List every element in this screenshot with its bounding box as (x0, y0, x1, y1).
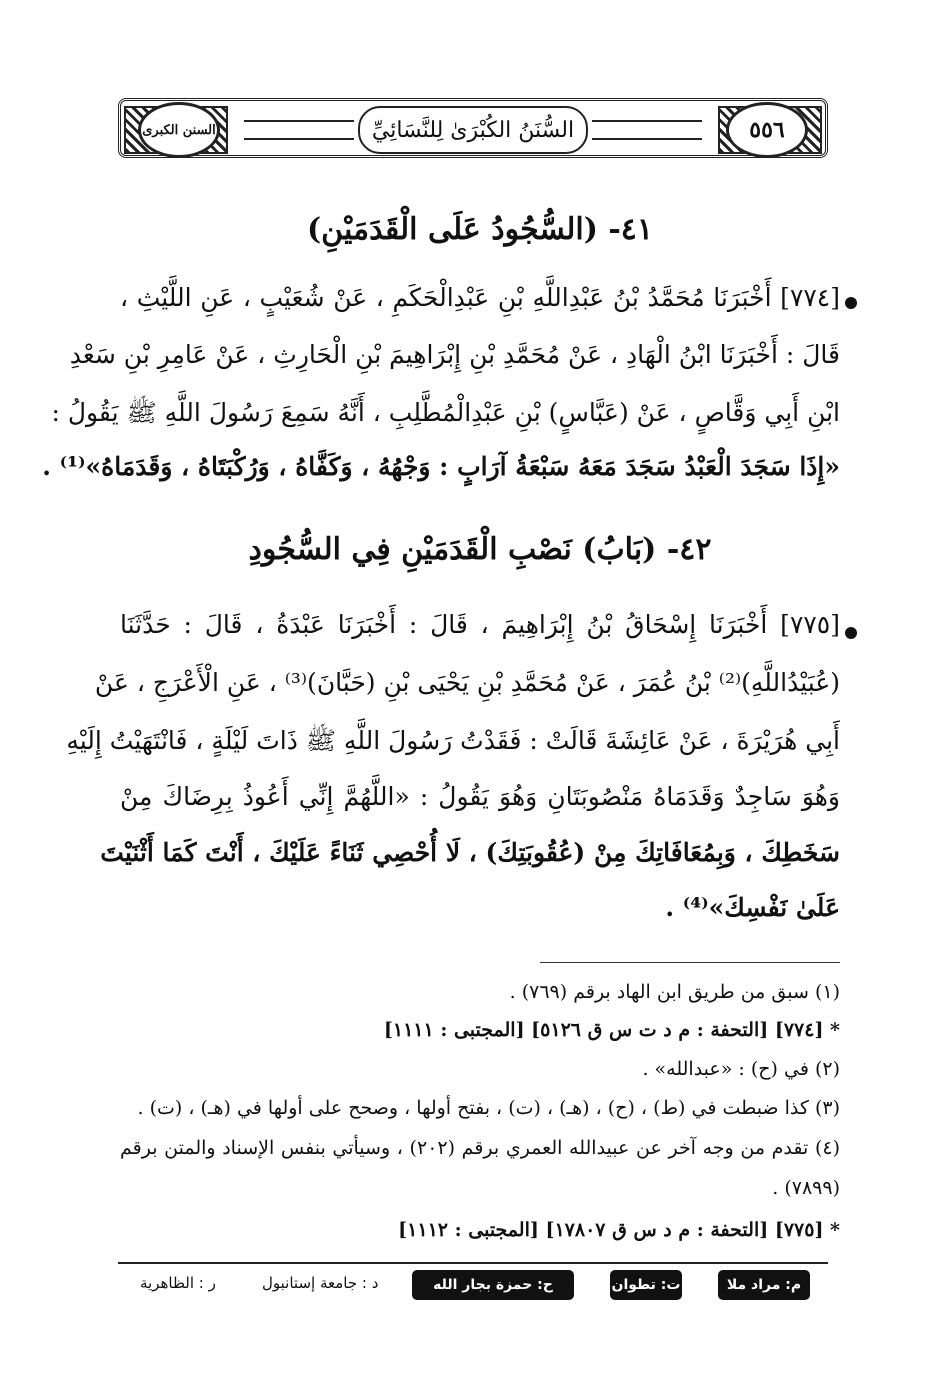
header-ornament-left (244, 120, 354, 140)
book-logo: السنن الكبرى (138, 102, 220, 158)
footnote-1: (١) سبق من طريق ابن الهاد برقم (٧٦٩) . (509, 981, 840, 1003)
page-header (118, 98, 828, 158)
footnote-4: (٤) تقدم من وجه آخر عن عبيدالله العمري برقم (٢٠٢) ، وسيأتي بنفس الإسناد والمتن برقم (120, 1137, 840, 1159)
manuscript-badge-h: ح: حمزة بجار الله (412, 1270, 574, 1300)
footnote-2: (٢) في (ح) : «عبدالله» . (642, 1058, 840, 1080)
footnote-3: (٣) كذا ضبطت في (ط) ، (ح) ، (هـ) ، (ت) ، بفتح أولها ، وصحح على أولها في (هـ) ، (ت) . (137, 1097, 840, 1119)
hadith-774-line-4: «إِذَا سَجَدَ الْعَبْدُ سَجَدَ مَعَهُ سَبْعَةُ آرَابٍ : وَجْهُهُ ، وَكَفَّاهُ ، وَرُكْبَتَاهُ ، وَقَدَمَاهُ»⁽¹⁾ . (42, 452, 840, 481)
chapter-42-title: ٤٢- (بَابُ) نَصْبِ الْقَدَمَيْنِ فِي السُّجُودِ (248, 532, 712, 567)
hadith-775-line-5: سَخَطِكَ ، وَبِمُعَافَاتِكَ مِنْ (عُقُوبَتِكَ) ، لَا أُحْصِي ثَنَاءً عَلَيْكَ ، أَنْتَ كَمَا أَثْنَيْتَ (100, 838, 840, 867)
manuscript-badge-t: ت: تطوان (610, 1270, 682, 1300)
hadith-775-line-4: وَهُوَ سَاجِدٌ وَقَدَمَاهُ مَنْصُوبَتَانِ وَهُوَ يَقُولُ : «اللَّهُمَّ إِنِّي أَعُوذُ بِرِضَاكَ مِنْ (120, 782, 840, 811)
manuscript-badge-m: م: مراد ملا (718, 1270, 810, 1300)
hadith-775-line-2: (عُبَيْدُاللَّهِ)⁽²⁾ بْنُ عُمَرَ ، عَنْ مُحَمَّدِ بْنِ يَحْيَى بْنِ (حَبَّانَ)⁽³⁾ ، عَنِ الْأَعْرَجِ ، عَنْ (94, 668, 840, 697)
footnote-4-cont: (٧٨٩٩) . (772, 1177, 840, 1199)
hadith-775-line-6: عَلَىٰ نَفْسِكَ»⁽⁴⁾ . (665, 893, 840, 922)
hadith-775-bullet (845, 627, 857, 639)
hadith-774-bullet (845, 297, 857, 309)
hadith-774-line-1: [٧٧٤] أَخْبَرَنَا مُحَمَّدُ بْنُ عَبْدِاللَّهِ بْنِ عَبْدِالْحَكَمِ ، عَنْ شُعَيْبٍ ، عَنِ اللَّيْثِ ، (120, 283, 840, 312)
tuhfa-ref-775: * [٧٧٥] [التحفة : م د س ق ١٧٨٠٧] [المجتبى : ١١١٢] (398, 1219, 840, 1241)
footer-rule (118, 1262, 828, 1264)
tuhfa-ref-774: * [٧٧٤] [التحفة : م د ت س ق ٥١٢٦] [المجتبى : ١١١١] (383, 1019, 840, 1041)
footnote-separator (540, 962, 840, 963)
chapter-41-title: ٤١- (السُّجُودُ عَلَى الْقَدَمَيْنِ) (306, 212, 654, 247)
header-ornament-right (592, 120, 702, 140)
book-title: السُّنَنُ الكُبْرَىٰ لِلنَّسَائِيِّ (358, 106, 588, 154)
hadith-774-line-2: قَالَ : أَخْبَرَنَا ابْنُ الْهَادِ ، عَنْ مُحَمَّدِ بْنِ إِبْرَاهِيمَ بْنِ الْحَارِثِ ، عَنْ عَامِرِ بْنِ سَعْدِ (69, 340, 840, 369)
manuscript-r: ر : الظاهرية (140, 1274, 216, 1292)
hadith-774-line-3: ابْنِ أَبِي وَقَّاصٍ ، عَنْ (عَبَّاسٍ) بْنِ عَبْدِالْمُطَّلِبِ ، أَنَّهُ سَمِعَ رَسُولَ اللَّهِ ﷺ يَقُولُ : (51, 398, 840, 427)
hadith-775-line-1: [٧٧٥] أَخْبَرَنَا إِسْحَاقُ بْنُ إِبْرَاهِيمَ ، قَالَ : أَخْبَرَنَا عَبْدَةُ ، قَالَ : حَدَّثَنَا (120, 610, 840, 639)
manuscript-d: د : جامعة إستانبول (262, 1274, 379, 1292)
page-number: ٥٥٦ (726, 102, 808, 158)
hadith-775-line-3: أَبِي هُرَيْرَةَ ، عَنْ عَائِشَةَ قَالَتْ : فَقَدْتُ رَسُولَ اللَّهِ ﷺ ذَاتَ لَيْلَةٍ ، فَانْتَهَيْتُ إِلَيْهِ (66, 726, 840, 755)
